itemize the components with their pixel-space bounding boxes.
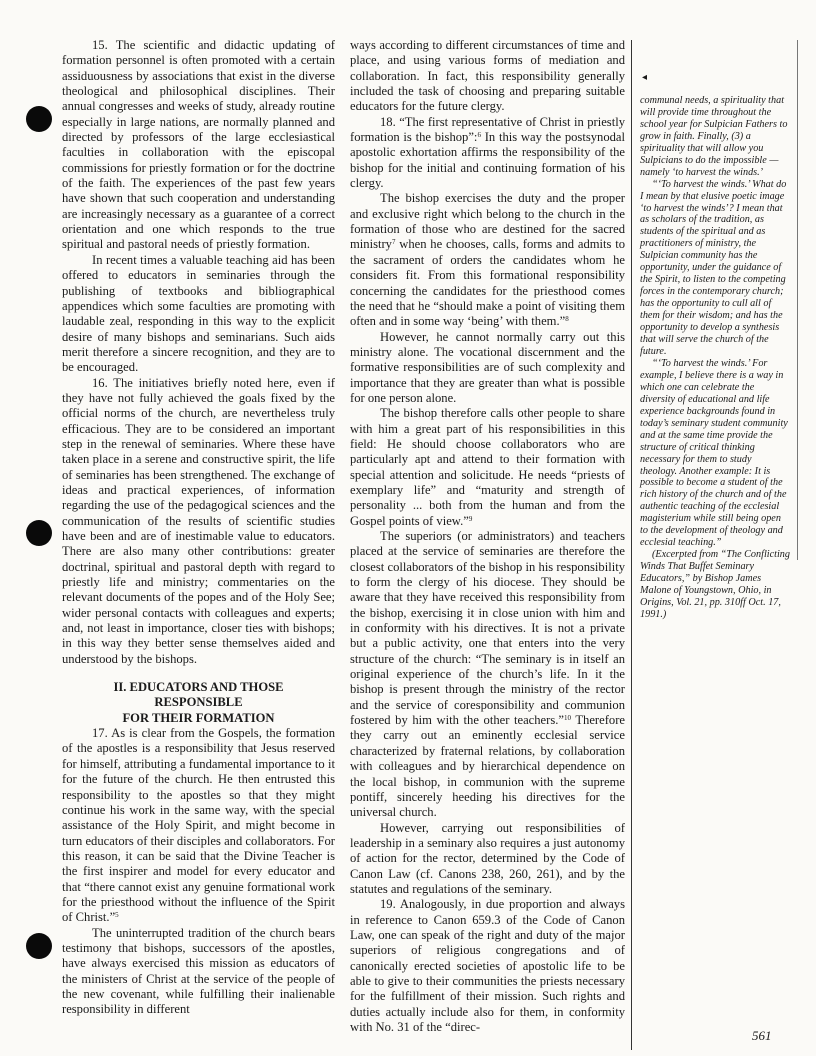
binder-hole-top [26,106,52,132]
paragraph-text: However, he cannot normally carry out this ministry alone. The vocational discernment and the formative responsibilities are of such complexity and importance that they are greater than what is possible for one person alone. [350,329,625,405]
binder-hole-bottom [26,933,52,959]
paragraph-text-continued: Therefore they carry out an eminently ecclesial service characterized by fraternal relations, by collaboration with colleagues and by hierarchical dependence on the local bishop, in communion with the supreme pontiff, sincerely heeding his directives for the universal church. [350,713,625,820]
paragraph-text: The superiors (or administrators) and teachers placed at the service of seminaries are therefore the closest collaborators of the bishop in his responsibility to form the clergy of his diocese. They should be aware that they have received this responsibility from the bishop, exercising it in close union with him and in conformity with his directives. It is not a private but a public activity, one that enters into the very structure of the church: “The seminary is in itself an original experience of the church’s life. In it the bishop is present through the ministry of the rector and the service of coresponsibility and communion fostered by him with the other teachers.” [350,529,625,728]
section-heading-line: RESPONSIBLE [154,695,243,710]
body-paragraph [350,821,625,898]
section-heading-line: FOR THEIR FORMATION [122,710,275,725]
paragraph-text: 18. “The first representative of Christ in priestly formation is the bishop”: [350,114,625,145]
sidebar-citation: (Excerpted from “The Conflicting Winds That Buffet Seminary Educators,” by Bishop James Malone of Youngstown, Ohio, in Origins, Vol. 21, pp. 310ff Oct. 17, 1991.) [640,549,790,620]
footnote-marker: 10 [563,714,571,723]
paragraph-text: 17. As is clear from the Gospels, the formation of the apostles is a responsibility that Jesus reserved for himself, attributing a fundamental importance to it for the future of the church. He then entrusted this responsibility to the apostles so that they might continue his work in the same way, with the special assistance of the Holy Spirit, and might become in turn educators of their disciples and collaborators. For this reason, it can be said that the Divine Teacher is the first inspirer and model for every educator and that “there cannot exist any genuine formational work for the priesthood without the influence of the Spirit of Christ.” [62,726,335,925]
arrow-left-icon: ◂ [642,72,648,83]
sidebar-quote-column [640,72,790,621]
section-heading [62,680,335,726]
page-number: 561 [752,1028,772,1043]
footnote-marker: 9 [468,514,473,523]
section-heading-line: II. EDUCATORS AND THOSE [113,680,284,695]
paragraph-text: 16. The initiatives briefly noted here, even if they have not fully achieved the goals fixed by the official norms of the church, are nevertheless truly efficacious. They are to be considered an important step in the renewal of seminaries. Where these have taken place in a serene and constructive spirit, the life of seminaries has been strengthened. The exchange of ideas and practical experiences, of information regarding the use of the pedagogical sciences and the communication of the results of scientific studies have been and are of inestimable value to educators. There are also many other contributions: greater doctrinal, spiritual and pastoral depth with regard to priestly life and ministry; commentaries on the relevant documents of the popes and of the Holy See; wider personal contacts with colleagues and experts; and, not least in importance, closer ties with bishops; in this way they better sense themselves aided and understood by the bishops. [62,375,335,666]
body-paragraph [62,926,335,1018]
sidebar-quote-paragraph: “‘To harvest the winds.’ For example, I believe there is a way in which one can celebrate the diversity of educational and life experience backgrounds found in today’s seminary student community and at the same time provide the structure of critical thinking necessary for them to study theology. Another example: It is possible to become a student of the rich history of the church and of the authentic teaching of the ecclesial magisterium while still being open to the development of theology and ecclesial teaching.” [640,357,788,549]
paragraph-text: ways according to different circumstances of time and place, and using various forms of mediation and collaboration. In fact, this responsibility generally included the task of choosing and preparing suitable educators for the future clergy. [350,38,625,114]
binder-hole-middle [26,520,52,546]
body-paragraph [350,406,625,529]
footnote-marker: 6 [477,131,481,140]
paragraph-text: 15. The scientific and didactic updating of formation personnel is often promoted with a certain assiduousness by associations that exist in the diverse theological and philosophical disciplines. Their annual congresses and weeks of study, already routine especially in large nations, are normally planned and directed by professors of the large ecclesiastical faculties in collaboration with the episcopal commissions for priestly formation or for the doctrine of the faith. The experiences of the past few years have shown that such cooperation and understanding are increasingly necessary as a guarantee of a correct orientation and one which responds to the true spiritual and pastoral needs of priestly formation. [62,38,335,252]
body-paragraph [350,191,625,329]
paragraph-text: The bishop therefore calls other people to share with him a great part of his responsibilities in this field: He should choose collaborators who are particularly apt and attend to their formation with special attention and solicitude. He needs “priests of exemplary life” and “maturity and strength of personality ... both from the human and from the Gospel points of view.” [350,406,625,528]
body-paragraph [350,38,625,115]
body-paragraph [62,726,335,925]
body-paragraph [62,38,335,253]
paragraph-text-continued: In this way the postsynodal apostolic exhortation affirms the responsibility of the bishop for the initial and continuing formation of his clergy. [350,130,625,191]
article-column-middle [350,38,625,1035]
sidebar-quote-paragraph: communal needs, a spirituality that will provide time throughout the school year for Sulpician Fathers to grow in faith. Finally, (3) a spirituality that will allow you Sulpicians to do the impossible — namely ‘to harvest the winds.’ [640,94,788,178]
sidebar-left-rule [631,40,632,1050]
article-column-left [62,38,335,1018]
body-paragraph [350,897,625,1035]
sidebar-quote-paragraph: “‘To harvest the winds.’ What do I mean by that elusive poetic image ‘to harvest the winds’? I mean that as scholars of the tradition, as students of the spiritual and as practitioners of ministry, the Sulpician community has the opportunity, under the guidance of the Spirit, to listen to the competing forces in the contemporary church; has the opportunity to cull all of them for their wisdom; and has the opportunity to develop a synthesis that will serve the church of the future. [640,178,787,357]
body-paragraph [350,115,625,192]
body-paragraph [350,330,625,407]
paragraph-text-continued: when he chooses, calls, forms and admits to the sacrament of orders the candidates whom he considers fit. From this formational responsibility concerning the candidates for the priesthood comes the need that he “should make a point of visiting them often and in some way ‘being’ with them.” [350,237,625,329]
paragraph-text: The bishop exercises the duty and the proper and exclusive right which belong to the church in the formation of those who are destined for the sacred ministry [350,191,625,252]
paragraph-text: However, carrying out responsibilities of leadership in a seminary also requires a just autonomy of action for the rector, determined by the Code of Canon Law (cf. Canons 238, 260, 261), and by the statutes and regulations of the seminary. [350,820,625,896]
paragraph-text: 19. Analogously, in due proportion and always in reference to Canon 659.3 of the Code of Canon Law, one can speak of the right and duty of the major superiors of religious congregations and of canonically erected societies of apostolic life to be able to give to their communities the priests necessary for the fulfillment of their mission. Such rights and duties actually include also for them, in conformity with No. 31 of the “direc- [350,897,625,1034]
body-paragraph [62,376,335,668]
body-paragraph [62,253,335,376]
sidebar-right-rule [797,40,798,560]
paragraph-text: The uninterrupted tradition of the church bears testimony that bishops, successors of the apostles, have always exercised this mission as educators of the ministers of Christ at the service of the people of the new covenant, while fulfilling their inalienable responsibility in different [62,925,335,1017]
footnote-marker: 5 [115,911,119,920]
footnote-marker: 7 [391,238,396,247]
footnote-marker: 8 [565,315,569,324]
paragraph-text: In recent times a valuable teaching aid has been offered to educators in seminaries through the publishing of textbooks and bibliographical appendices which some faculties are promoting with laudable zeal, responding in this way to the explicit desire of many bishops and seminarians. Such aids merit therefore a sincere recognition, and they are to be encouraged. [62,252,335,375]
body-paragraph [350,529,625,821]
